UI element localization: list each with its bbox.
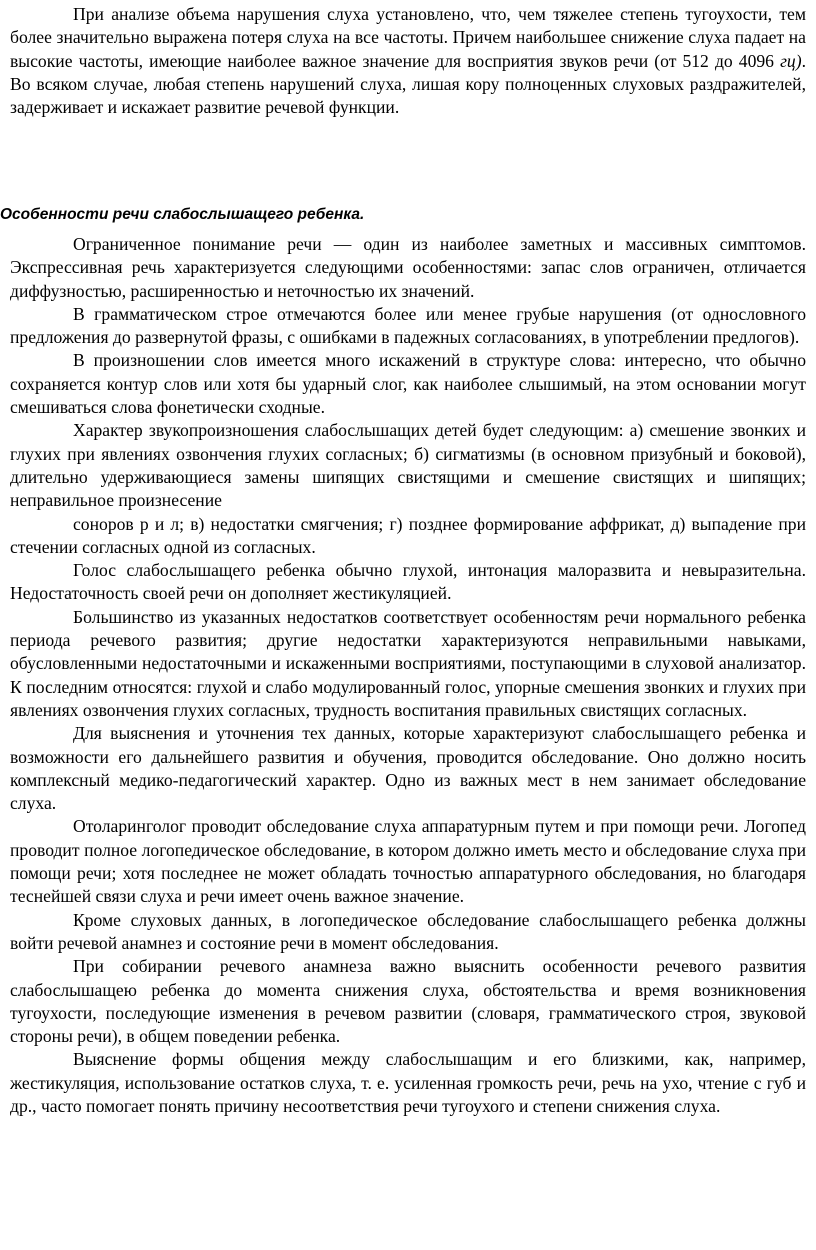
paragraph-deficiencies: Большинство из указанных недостатков соответствует особенностям речи нормального ребенка периода речевого развития; другие недостатки характеризуются неправильными навыками, обусловленными недостаточными и искаженными восприятиями, поступающими в слуховой анализатор. К последним относятся: глухой и слабо модулированный голос, упорные смешения звонких и глухих при явлениях озвончения глухих согласных, трудность воспитания правильных свистящих согласных. <box>10 606 806 720</box>
paragraph-sonorants: соноров р и л; в) недостатки смягчения; г) позднее формирование аффрикат, д) выпадение при стечении согласных одной из согласных. <box>10 513 806 557</box>
paragraph-voice: Голос слабослышащего ребенка обычно глухой, интонация малоразвита и невыразительна. Недостаточность своей речи он дополняет жестикуляцией. <box>10 560 806 604</box>
frequency-unit: гц) <box>780 50 802 71</box>
paragraph-sound-pronunciation: Характер звукопроизношения слабослышащих детей будет следующим: а) смешение звонких и глухих при явлениях озвончения глухих согласных; б) сигматизмы (в основном призубный и боковой), длительно удерживающиеся замены шипящих свистящими и смешение свистящих и шипящих; неправильное произнесение <box>10 420 806 511</box>
paragraph-comprehension: Ограниченное понимание речи — один из наиболее заметных и массивных симптомов. Экспрессивная речь характеризуется следующими особенностями: запас слов ограничен, отличается диффузностью, расширенностью и неточностью их значений. <box>10 234 806 301</box>
paragraph-grammar: В грамматическом строе отмечаются более или менее грубые нарушения (от однословного предложения до развернутой фразы, с ошибками в падежных согласованиях, в употреблении предлогов). <box>10 303 806 348</box>
paragraph-examination: Для выяснения и уточнения тех данных, которые характеризуют слабослышащего ребенка и возможности его дальнейшего развития и обучения, проводится обследование. Оно должно носить комплексный медико-педагогический характер. Одно из важных мест в нем занимает обследование слуха. <box>10 723 806 814</box>
section-body <box>10 233 806 1118</box>
paragraph-communication: Выяснение формы общения между слабослышащим и его близкими, как, например, жестикуляция, использование остатков слуха, т. е. усиленная громкость речи, речь на ухо, чтение с губ и др., часто помогает понять причину несоответствия речи тугоухого и степени снижения слуха. <box>10 1049 806 1116</box>
paragraph-otolaryngologist: Отоларинголог проводит обследование слуха аппаратурным путем и при помощи речи. Логопед проводит полное логопедическое обследование, в котором должно иметь место и обследование слуха при помощи речи; хотя последнее не может обладать точностью аппаратурного обследования, но благодаря теснейшей связи слуха и речи имеет очень важное значение. <box>10 816 806 907</box>
paragraph-word-structure: В произношении слов имеется много искажений в структуре слова: интересно, что обычно сохраняется контур слов или хотя бы ударный слог, как наиболее слышимый, на этом основании могут смешиваться слова фонетически сходные. <box>10 350 806 418</box>
paragraph-anamnesis: При собирании речевого анамнеза важно выяснить особенности речевого развития слабослышащею ребенка до момента снижения слуха, обстоятельства и время возникновения тугоухости, последующие изменения в речевом развитии (словаря, грамматического строя, звуковой стороны речи), в общем поведении ребенка. <box>10 956 806 1047</box>
paragraph-hearing-data: Кроме слуховых данных, в логопедическое обследование слабослышащего ребенка должны войти речевой анамнез и состояние речи в момент обследования. <box>10 909 806 953</box>
section-heading: Особенности речи слабослышащего ребенка. <box>0 206 365 223</box>
intro-paragraph <box>10 3 806 119</box>
intro-text-part-1: При анализе объема нарушения слуха установлено, что, чем тяжелее степень тугоухости, тем более значительно выражена потеря слуха на все частоты. Причем наибольшее снижение слуха падает на высокие частоты, имеющие наиболее важное значение для восприятия звуков речи (от 512 до 4096 <box>10 4 806 71</box>
intro-text-part-2: . Во всяком случае, любая степень нарушений слуха, лишая кору полноценных слуховых раздражителей, задерживает и искажает развитие речевой функции. <box>10 50 806 118</box>
